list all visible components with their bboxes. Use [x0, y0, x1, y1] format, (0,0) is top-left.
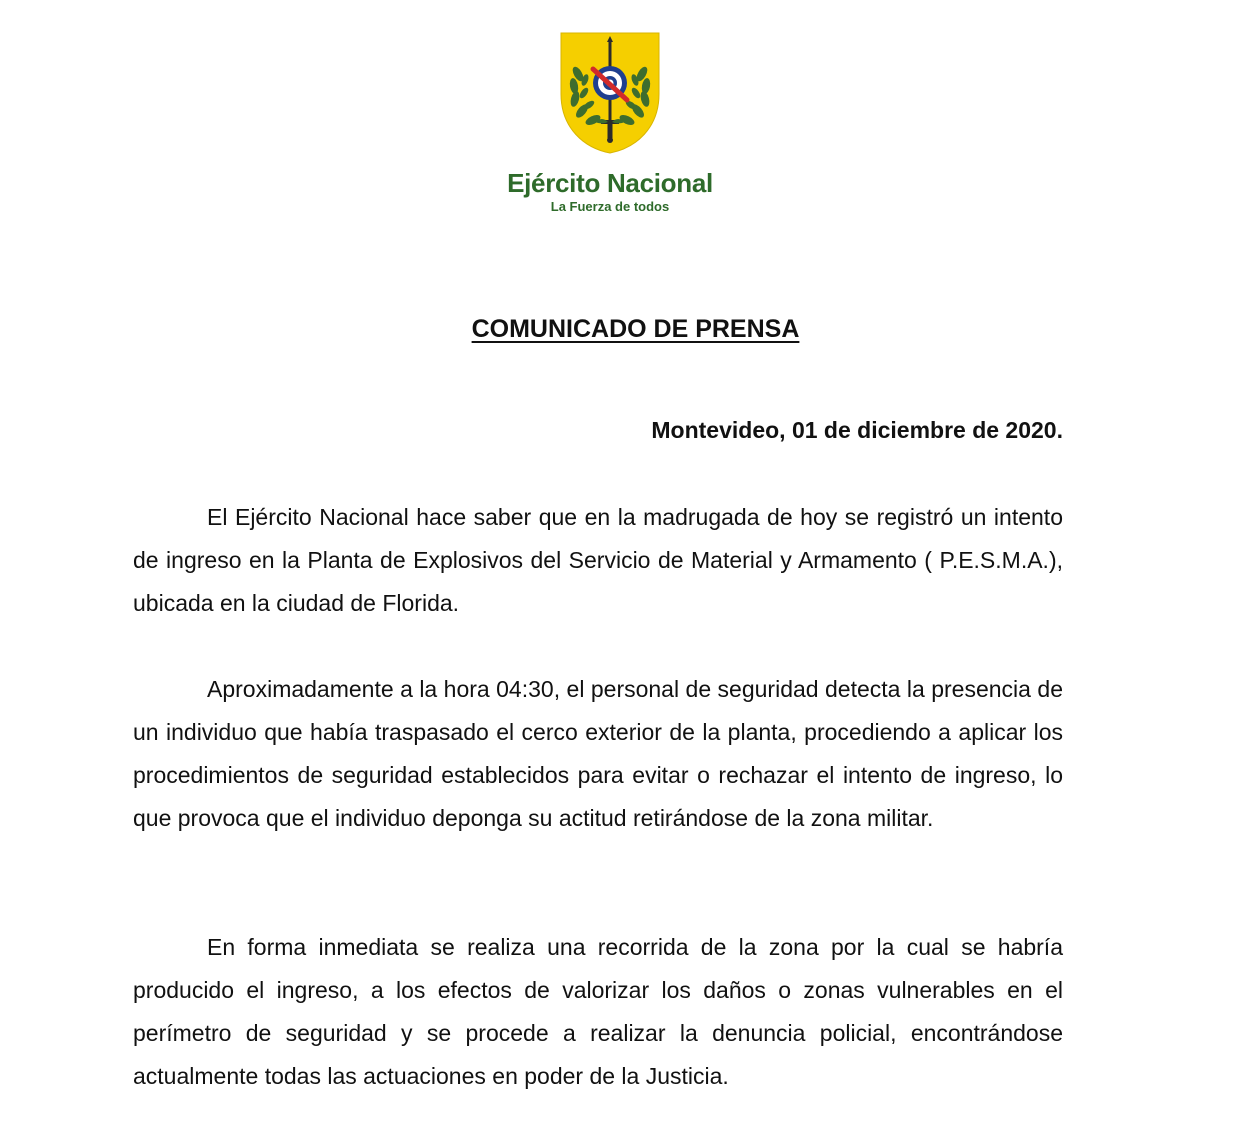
- document-title: COMUNICADO DE PRENSA: [471, 315, 800, 343]
- paragraph-1: El Ejército Nacional hace saber que en la madrugada de hoy se registró un intento de ingreso en la Planta de Explosivos del Servicio de Material y Armamento ( P.E.S.M.A.), ubicada en la ciudad de Florida.: [133, 504, 1063, 616]
- org-name: Ejército Nacional: [507, 168, 713, 198]
- dateline: Montevideo, 01 de diciembre de 2020.: [651, 417, 1063, 443]
- army-logo: [480, 28, 740, 218]
- paragraph-2: Aproximadamente a la hora 04:30, el personal de seguridad detecta la presencia de un individuo que había traspasado el cerco exterior de la planta, procediendo a aplicar los procedimientos de seguridad establecidos para evitar o rechazar el intento de ingreso, lo que provoca que el individuo deponga su actitud retirándose de la zona militar.: [133, 676, 1063, 831]
- org-tagline: La Fuerza de todos: [550, 199, 670, 214]
- paragraph-3: En forma inmediata se realiza una recorrida de la zona por la cual se habría producido el ingreso, a los efectos de valorizar los daños o zonas vulnerables en el perímetro de seguridad y se procede a realizar la denuncia policial, encontrándose actualmente todas las actuaciones en poder de la Justicia.: [133, 934, 1063, 1089]
- army-shield-emblem-icon: [560, 32, 660, 154]
